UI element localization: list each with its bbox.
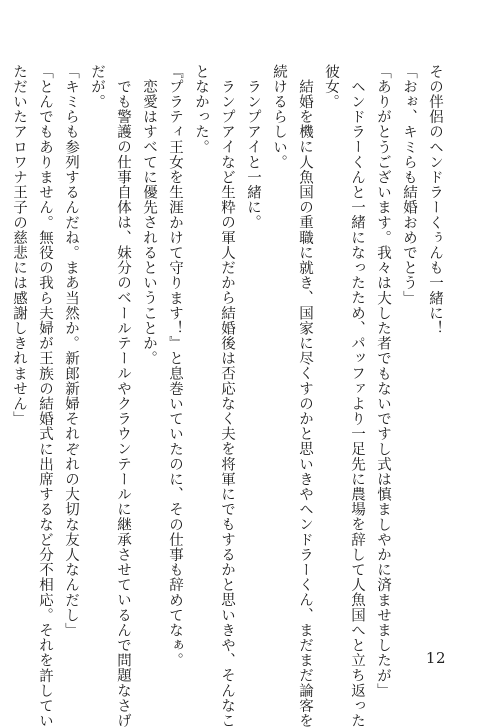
text-line: となかった。	[193, 64, 209, 155]
text-line: 恋愛はすべてに優先されるということか。	[141, 78, 157, 366]
text-line: 「キミらも参列するんだね。まあ当然か。新郎新婦それぞれの大切な友人なんだし」	[63, 64, 79, 638]
text-line: 「おぉ、キミらも結婚おめでとう」	[401, 64, 417, 306]
text-line: ただいたアロワナ王子の慈悲には感謝しきれません」	[11, 64, 27, 427]
text-line: ヘンドラーくんと一緒になったため、パッファより一足先に農場を辞して人魚国へと立ち返った	[349, 78, 365, 728]
text-line: ランプアイと一緒に。	[245, 78, 261, 230]
text-line: 「ありがとうございます。我々は大した者でもないですし式は慎ましやかに済ませましたが」	[375, 64, 391, 699]
text-line: ランプアイなど生粋の軍人だから結婚後は否応なく夫を将軍にでもするかと思いきや、そんなこ	[219, 78, 235, 728]
text-line: 「とんでもありません。無役の我ら夫婦が王族の結婚式に出席するなど分不相応。それを許してい	[37, 64, 53, 728]
text-line: 続けるらしい。	[271, 64, 287, 170]
text-line: 結婚を機に人魚国の重職に就き、国家に尽くすのかと思いきやヘンドラーくん、まだまだ論客を	[297, 78, 313, 728]
text-line: その伴侶のヘンドラーくぅんも一緒に！	[427, 64, 443, 336]
text-line: だが。	[89, 64, 105, 110]
text-line: 彼女。	[323, 64, 339, 110]
text-line: 『プラティ王女を生涯かけて守ります！』と息巻いていたのに、その仕事も辞めてなぁ。	[167, 64, 183, 668]
page-number: 12	[425, 649, 446, 667]
text-line: でも警護の仕事自体は、妹分のベールテールやクラウンテールに継承させているんで問題なさげ	[115, 78, 131, 728]
